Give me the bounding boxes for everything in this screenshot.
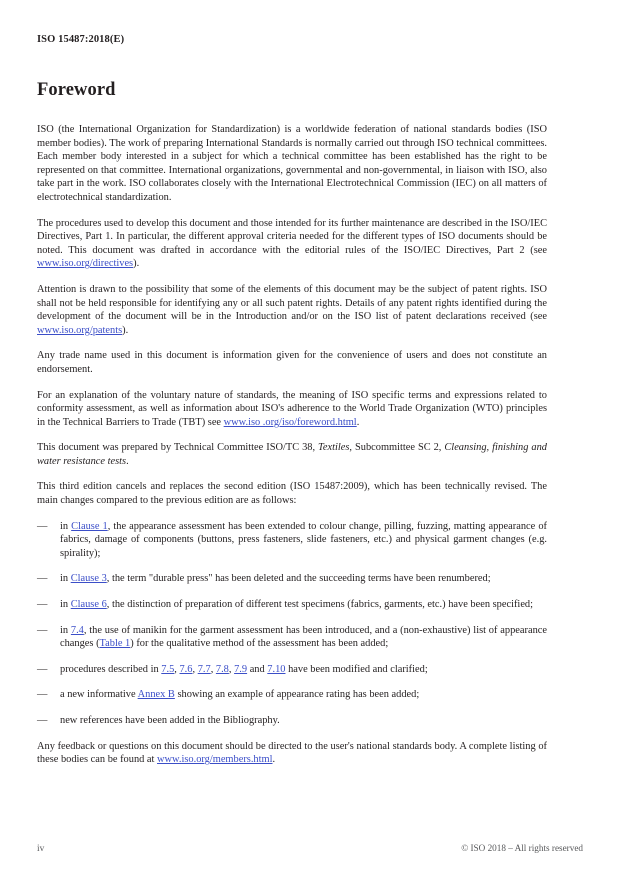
dash-bullet-icon: —	[37, 624, 48, 636]
paragraph-feedback	[37, 740, 547, 767]
copyright-notice: © ISO 2018 – All rights reserved	[461, 843, 583, 853]
link-annex-b[interactable]: Annex B	[137, 689, 175, 701]
link-iso-patents[interactable]: www.iso.org/patents	[37, 324, 123, 336]
list-item	[37, 688, 547, 702]
paragraph-technical-committee	[37, 441, 547, 468]
list-item-post: , the use of manikin for the garment assessment has been introduced, and a (non-exhaustive) list of appearance changes (	[60, 624, 547, 650]
link-iso-members[interactable]: www.iso.org/members.html	[157, 754, 273, 766]
list-item-pre: in	[60, 573, 71, 585]
link-clause-3[interactable]: Clause 3	[70, 573, 107, 585]
list-item-post: showing an example of appearance rating has been added;	[174, 689, 420, 701]
paragraph-trade-name	[37, 349, 547, 376]
dash-bullet-icon: —	[37, 715, 48, 726]
paragraph-text-tail: .	[272, 754, 276, 766]
paragraph-text-tail: ).	[122, 324, 129, 336]
page-title: Foreword	[37, 80, 116, 100]
link-clause-1[interactable]: Clause 1	[71, 520, 108, 532]
list-item-pre: new references have been added in the Bibliography.	[60, 715, 280, 726]
list-item-post: , the term "durable press" has been deleted and the succeeding terms have been renumbered;	[106, 573, 491, 585]
list-item	[37, 663, 547, 677]
link-subclause-7-8[interactable]: 7.8	[215, 663, 229, 675]
subcommittee-name: Cleansing, finishing and water resistance tests	[37, 442, 547, 467]
page-number: iv	[37, 844, 45, 854]
page-footer	[37, 843, 583, 854]
list-item-post2: ) for the qualitative method of the assessment has been added;	[130, 638, 389, 650]
link-iso-directives[interactable]: www.iso.org/directives	[37, 258, 134, 270]
paragraph-text: Any trade name used in this document is information given for the convenience of users and does not constitute an endorsement.	[37, 350, 547, 375]
link-subclause-7-5[interactable]: 7.5	[161, 663, 175, 675]
link-subclause-7-10[interactable]: 7.10	[267, 663, 286, 675]
list-item-pre: a new informative	[60, 689, 138, 701]
sep: ,	[174, 663, 180, 675]
paragraph-text: For an explanation of the voluntary nature of standards, the meaning of ISO specific terms and expressions related to conformity assessment, as well as information about ISO's adherence to the World Trade Organization (WTO) principles in the Technical Barriers to Trade (TBT) see	[37, 389, 547, 428]
sep: and	[247, 663, 268, 675]
link-clause-6[interactable]: Clause 6	[70, 599, 107, 611]
list-item	[37, 572, 547, 586]
sep: ,	[210, 663, 216, 675]
link-subclause-7-6[interactable]: 7.6	[179, 663, 193, 675]
paragraph-text: ISO (the International Organization for Standardization) is a worldwide federation of national standards bodies (ISO member bodies). The work of preparing International Standards is normally carried out through ISO technical committees. Each member body interested in a subject for which a technical committee has been established has the right to be represented on that committee. International organizations, governmental and non-governmental, in liaison with ISO, also take part in the work. ISO collaborates closely with the International Electrotechnical Commission (IEC) on all matters of electrotechnical standardization.	[37, 124, 547, 203]
paragraph-patent-rights	[37, 283, 547, 337]
paragraph-voluntary-nature	[37, 389, 547, 430]
list-item-post: , the distinction of preparation of different test specimens (fabrics, garments, etc.) have been specified;	[106, 599, 534, 611]
paragraph-text-tail: ).	[133, 258, 140, 270]
dash-bullet-icon: —	[37, 520, 48, 532]
paragraph-text: This document was prepared by Technical Committee ISO/TC 38,	[37, 442, 319, 454]
list-item	[37, 714, 547, 728]
paragraph-text-mid: , Subcommittee SC 2,	[349, 442, 445, 454]
list-item-pre: procedures described in	[60, 663, 162, 675]
paragraph-iso-description	[37, 123, 547, 205]
dash-bullet-icon: —	[37, 573, 48, 585]
paragraph-text-tail: .	[356, 416, 360, 428]
list-item-pre: in	[60, 599, 71, 611]
page-header-reference: ISO 15487:2018(E)	[37, 34, 125, 45]
dash-bullet-icon: —	[37, 689, 48, 701]
link-subclause-7-7[interactable]: 7.7	[197, 663, 211, 675]
dash-bullet-icon: —	[37, 599, 48, 611]
list-item	[37, 520, 547, 561]
link-subclause-7-9[interactable]: 7.9	[234, 663, 248, 675]
list-item-pre: in	[60, 520, 72, 532]
paragraph-procedures	[37, 217, 547, 271]
paragraph-text: This third edition cancels and replaces the second edition (ISO 15487:2009), which has been technically revised. The main changes compared to the previous edition are as follows:	[37, 481, 547, 507]
sep: ,	[192, 663, 198, 675]
sep: ,	[228, 663, 235, 675]
paragraph-third-edition	[37, 480, 547, 507]
paragraph-text-tail: .	[126, 455, 129, 467]
list-item	[37, 624, 547, 651]
list-item	[37, 598, 547, 612]
committee-name-textiles: Textiles	[318, 442, 350, 454]
list-item-post: , the appearance assessment has been extended to colour change, pilling, fuzzing, matting appearance of fabrics, damage of components (buttons, press fasteners, slide fasteners, etc.) and physical garment changes (e.g. spirality);	[60, 520, 547, 559]
document-content	[37, 80, 547, 779]
paragraph-text: Any feedback or questions on this document should be directed to the user's national standards body. A complete listing of these bodies can be found at	[37, 740, 547, 766]
dash-bullet-icon: —	[37, 663, 48, 675]
paragraph-text: Attention is drawn to the possibility that some of the elements of this document may be the subject of patent rights. ISO shall not be held responsible for identifying any or all such patent rights. Details of any patent rights identified during the development of the document will be in the Introduction and/or on the ISO list of patent declarations received (see	[37, 283, 547, 323]
changes-list	[37, 520, 547, 728]
list-item-pre: in	[60, 624, 71, 636]
link-subclause-7-4[interactable]: 7.4	[70, 624, 84, 636]
paragraph-text: The procedures used to develop this document and those intended for its further maintenance are described in the ISO/IEC Directives, Part 1. In particular, the different approval criteria needed for the different types of ISO documents should be noted. This document was drafted in accordance with the editorial rules of the ISO/IEC Directives, Part 2 (see	[37, 217, 547, 256]
list-item-post: have been modified and clarified;	[285, 663, 428, 675]
link-iso-foreword[interactable]: www.iso .org/iso/foreword.html	[223, 416, 357, 428]
link-table-1[interactable]: Table 1	[99, 638, 131, 650]
